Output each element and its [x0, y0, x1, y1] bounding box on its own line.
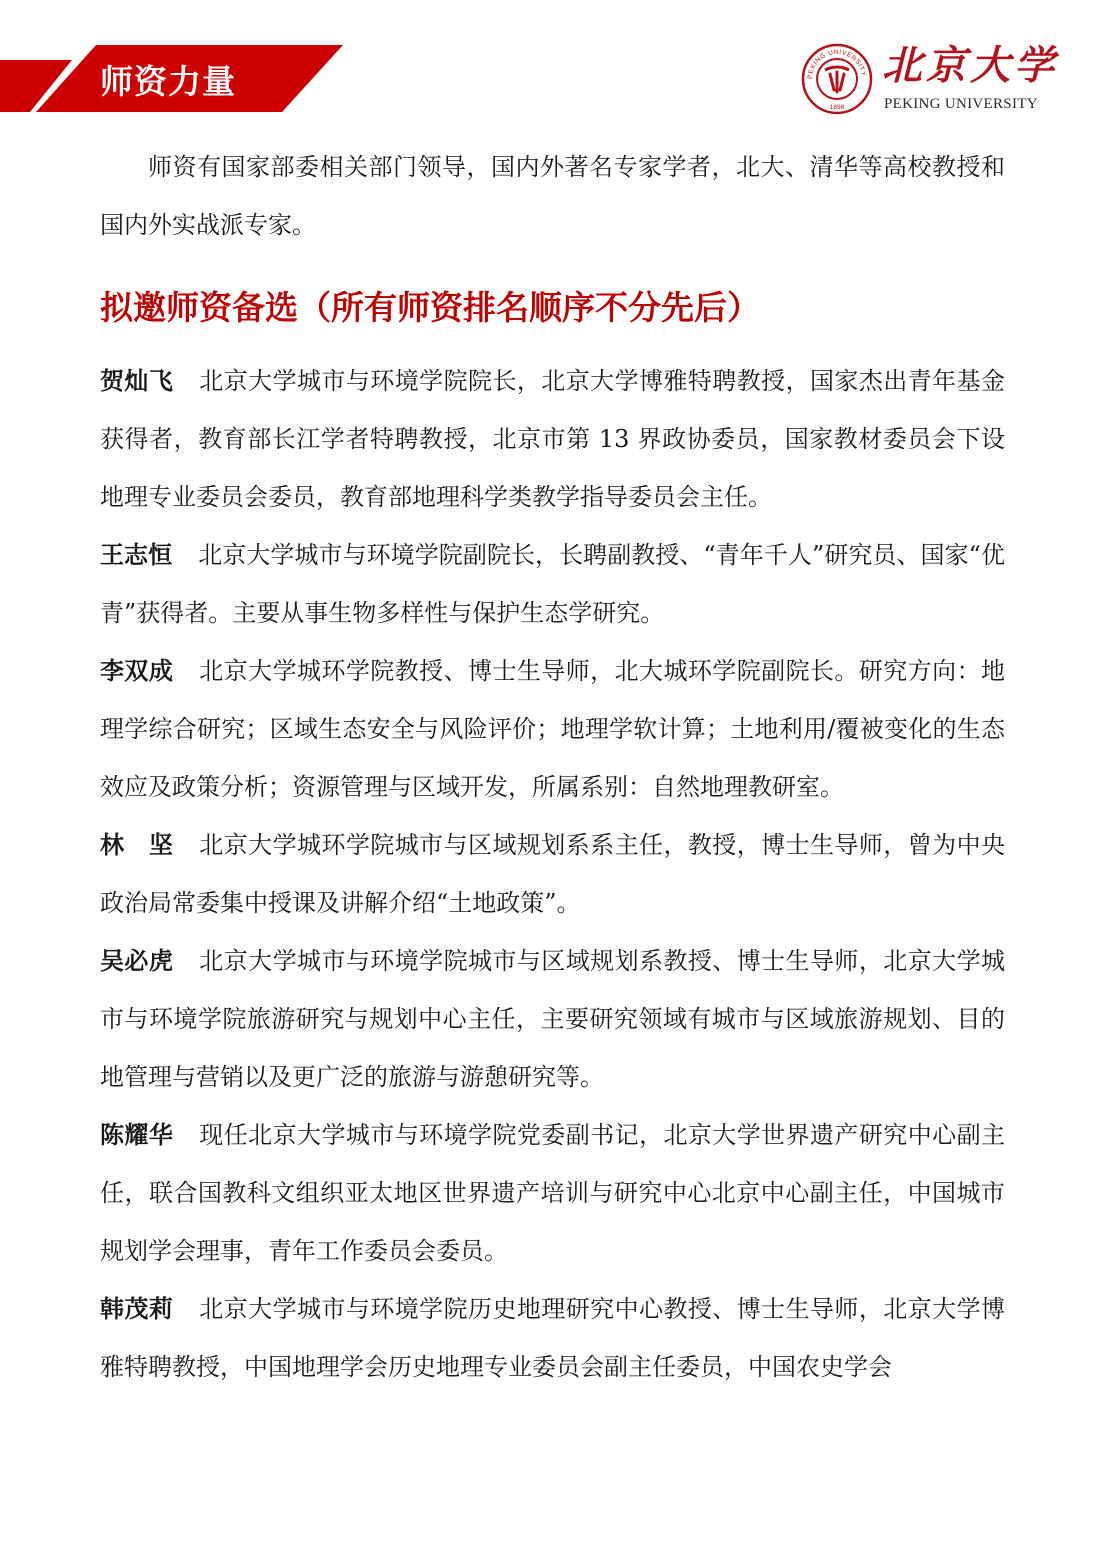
faculty-bio: 北京大学城市与环境学院院长，北京大学博雅特聘教授，国家杰出青年基金获得者，教育部长江学者特聘教授，北京市第 13 界政协委员，国家教材委员会下设地理专业委员会委员，教育部地理科学类教学指导委员会主任。 — [100, 367, 1006, 511]
faculty-bio: 北京大学城环学院城市与区域规划系系主任，教授，博士生导师，曾为中央政治局常委集中授课及讲解介绍“土地政策”。 — [100, 831, 1006, 917]
faculty-bio: 北京大学城市与环境学院城市与区域规划系教授、博士生导师，北京大学城市与环境学院旅游研究与规划中心主任，主要研究领域有城市与区域旅游规划、目的地管理与营销以及更广泛的旅游与游憩研究等。 — [100, 947, 1006, 1091]
faculty-name: 林 坚 — [100, 831, 174, 859]
faculty-bio: 北京大学城市与环境学院历史地理研究中心教授、博士生导师，北京大学博雅特聘教授，中国地理学会历史地理专业委员会副主任委员，中国农史学会 — [100, 1295, 1006, 1381]
faculty-bio: 现任北京大学城市与环境学院党委副书记，北京大学世界遗产研究中心副主任，联合国教科文组织亚太地区世界遗产培训与研究中心北京中心副主任，中国城市规划学会理事，青年工作委员会委员。 — [100, 1121, 1006, 1265]
header-banner — [0, 0, 420, 130]
faculty-entry — [100, 526, 1005, 642]
faculty-list — [100, 352, 1005, 1396]
faculty-bio: 北京大学城市与环境学院副院长，长聘副教授、“青年千人”研究员、国家“优青”获得者。主要从事生物多样性与保护生态学研究。 — [100, 541, 1006, 627]
faculty-entry — [100, 1106, 1005, 1280]
university-seal-icon — [800, 42, 880, 116]
faculty-name: 王志恒 — [100, 541, 173, 569]
faculty-name: 陈耀华 — [100, 1121, 174, 1149]
faculty-entry — [100, 816, 1005, 932]
faculty-entry — [100, 1280, 1005, 1396]
logo-chinese-name: 北京大学 — [882, 42, 1058, 89]
banner-title: 师资力量 — [100, 62, 236, 101]
faculty-name: 吴必虎 — [100, 947, 174, 975]
faculty-entry — [100, 352, 1005, 526]
faculty-name: 李双成 — [100, 657, 174, 685]
section-title: 拟邀师资备选（所有师资排名顺序不分先后） — [100, 288, 760, 327]
faculty-entry — [100, 642, 1005, 816]
seal-arc-text: PEKING UNIVERSITY — [806, 48, 867, 80]
faculty-entry — [100, 932, 1005, 1106]
faculty-bio: 北京大学城环学院教授、博士生导师，北大城环学院副院长。研究方向：地理学综合研究；区域生态安全与风险评价；地理学软计算；土地利用/覆被变化的生态效应及政策分析；资源管理与区域开发，所属系别：自然地理教研室。 — [100, 657, 1006, 801]
faculty-name: 贺灿飞 — [100, 367, 174, 395]
intro-paragraph: 师资有国家部委相关部门领导，国内外著名专家学者，北大、清华等高校教授和国内外实战派专家。 — [100, 153, 1005, 239]
seal-year: 1898 — [829, 104, 845, 111]
logo-english-name: PEKING UNIVERSITY — [884, 96, 1038, 112]
faculty-name: 韩茂莉 — [100, 1295, 174, 1323]
peking-university-logo — [800, 42, 1060, 116]
